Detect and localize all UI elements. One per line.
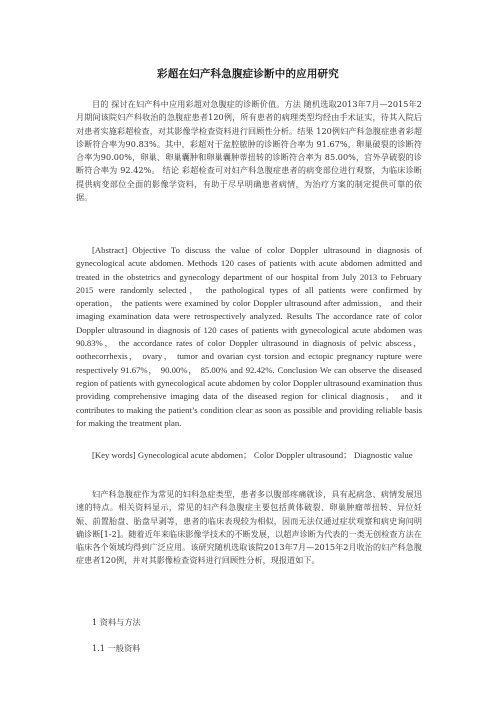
keywords-en: [Key words] Gynecological acute abdomen； Color Doppler ultrasound； Diagnostic value — [92, 450, 413, 460]
introduction-paragraph: 妇产科急腹症作为常见的妇科急症类型，患者多以腹部疼痛就诊，具有起病急、病情发展迅速的特点。相关资料显示，常见的妇产科急腹症主要包括黄体破裂、卵巢肿瘤蒂扭转、异位妊娠、前置胎盘、胎盘早剥等，患者的临床表现较为相似，因而无法仅通过症状观察和病史询问明确诊断[1-2]。随着近年来临床影像学技术的不断发展，以超声诊断为代表的一类无创检查方法在临床各个领域均得到广泛应用。该研究随机选取该院2013年7月—2015年2月收治的妇产科急腹症患者120例，并对其影像检查资料进行回顾性分析，现报道如下。 — [76, 489, 422, 566]
section-heading-1: 1 资料与方法 — [92, 617, 141, 627]
section-heading-1-1: 1.1 一般资料 — [92, 643, 141, 653]
abstract-cn: 目的 探讨在妇产科中应用彩超对急腹症的诊断价值。方法 随机选取2013年7月—2015年2月期间该院妇产科收治的急腹症患者120例，所有患者的病理类型均经由手术证实，待其入院后对患者实施彩超检查，对其影像学检查资料进行回顾性分析。结果 120例妇产科急腹症患者彩超诊断符合率为90.83%。其中，彩超对于盆腔脓肿的诊断符合率为 91.67%，卵巢破裂的诊断符合率为90.00%，卵巢、卵巢囊肿和卵巢囊肿蒂扭转的诊断符合率为 85.00%，宫外孕破裂的诊断符合率为 92.42%。 结论 彩超检查可对妇产科急腹症患者的病变部位进行观察，为临床诊断提供病变部位全面的影像学资料，有助于尽早明确患者病情，为治疗方案的制定提供可靠的依据。 — [76, 99, 422, 203]
paper-title: 彩超在妇产科急腹症诊断中的应用研究 — [157, 68, 339, 80]
abstract-en: [Abstract] Objective To discuss the value of color Doppler ultrasound in diagnosis of gynecological acute abdomen. Methods 120 cases of patients with acute abdomen admitted and treated in the obstetrics and gynecology department of our hospital from July 2013 to February 2015 were randomly selected， the pathological types of all patients were confirmed by operation， the patients were examined by color Doppler ultrasound after admission， and their imaging examination data were retrospectively analyzed. Results The accordance rate of color Doppler ultrasound in diagnosis of 120 cases of patients with gynecological acute abdomen was 90.83%， the accordance rates of color Doppler ultrasound in diagnosis of pelvic abscess， oothecorrhexis， ovary， tumor and ovarian cyst torsion and ectopic pregnancy rupture were respectively 91.67%， 90.00%， 85.00% and 92.42%. Conclusion We can observe the diseased region of patients with gynecological acute abdomen by color Doppler ultrasound examination thus providing comprehensive imaging data of the diseased region for clinical diagnosis， and it contributes to making the patient’s condition clear as soon as possible and providing reliable basis for making the treatment plan. — [76, 245, 422, 428]
